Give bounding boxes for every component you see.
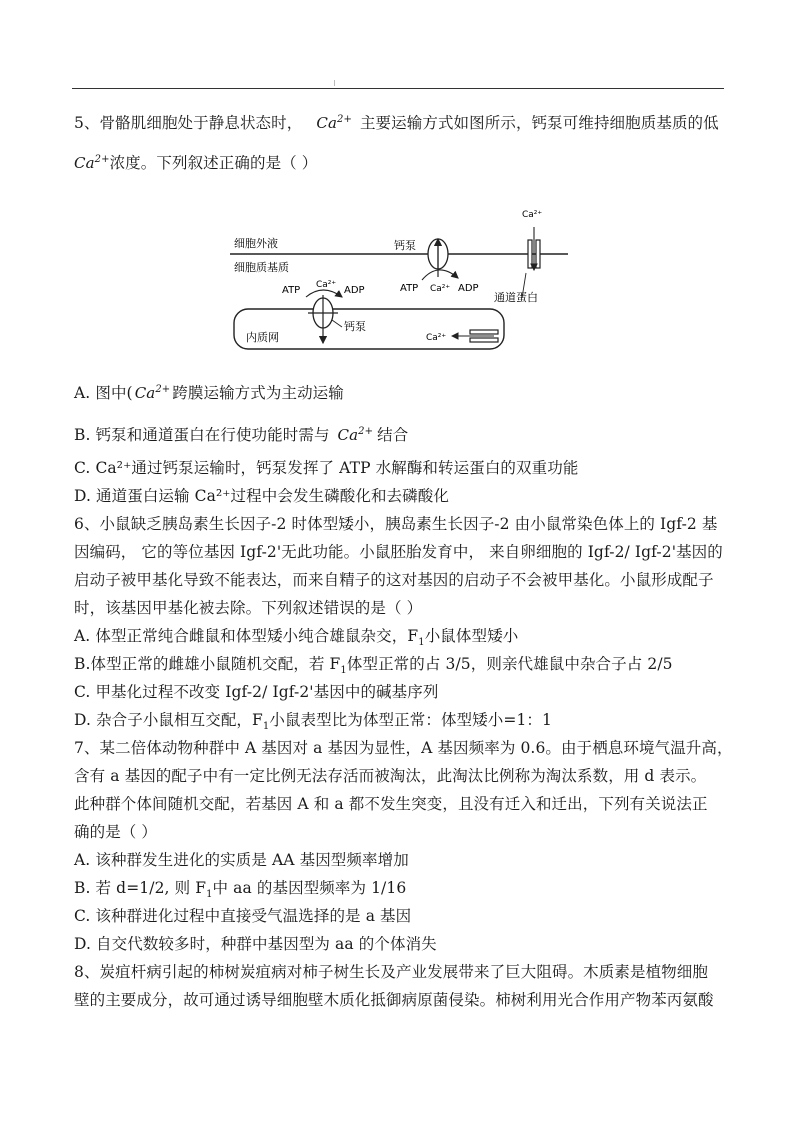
q6-option-d: D. 杂合子小鼠相互交配，$F_1$小鼠表型比为体型正常：体型矮小=1：1 bbox=[74, 711, 552, 733]
atp-label-er: ATP bbox=[282, 285, 301, 296]
q5-option-c: C. Ca²⁺通过钙泵运输时，钙泵发挥了 ATP 水解酶和转运蛋白的双重功能 bbox=[74, 459, 579, 477]
ca-label-channel-top: Ca²⁺ bbox=[522, 210, 543, 220]
q7-option-c: C. 该种群进化过程中直接受气温选择的是 a 基因 bbox=[74, 907, 412, 925]
channel-protein-label: 通道蛋白 bbox=[494, 291, 538, 304]
q7-stem-line3: 此种群个体间随机交配，若基因 A 和 a 都不发生突变，且没有迁入和迁出，下列有关说法正 bbox=[74, 795, 708, 813]
ca-label-er: Ca²⁺ bbox=[316, 280, 337, 290]
q7-option-d: D. 自交代数较多时，种群中基因型为 aa 的个体消失 bbox=[74, 935, 437, 953]
q7-stem-line2: 含有 a 基因的配子中有一定比例无法存活而被淘汰，此淘汰比例称为淘汰系数，用 d 表示。 bbox=[74, 767, 707, 785]
q7-stem-line4: 确的是（ ） bbox=[74, 823, 158, 841]
q8-stem-line1: 8、炭疽杆病引起的柿树炭疽病对柿子树生长及产业发展带来了巨大阻碍。木质素是植物细胞 bbox=[74, 963, 708, 981]
q5-stem-line2 bbox=[74, 150, 317, 173]
q7-option-b: B. 若 d=1/2, 则 $F_1$中 aa 的基因型频率为 1/16 bbox=[74, 879, 407, 901]
ca-label-top: Ca²⁺ bbox=[430, 284, 451, 294]
q5-ca-symbol-2: $Ca^{2+}$ bbox=[74, 154, 110, 172]
header-rule bbox=[72, 88, 724, 89]
q5-stem-line1 bbox=[74, 110, 719, 133]
q5-ca-symbol: $Ca^{2+}$ bbox=[316, 114, 352, 132]
er-label: 内质网 bbox=[246, 331, 279, 344]
q8-stem-line2: 壁的主要成分，故可通过诱导细胞壁木质化抵御病原菌侵染。柿树利用光合作用产物苯丙氨酸 bbox=[74, 991, 714, 1009]
q6-stem-line1: 6、小鼠缺乏胰岛素生长因子-2 时体型矮小，胰岛素生长因子-2 由小鼠常染色体上的 Igf-2 基 bbox=[74, 515, 718, 533]
er-channel-bottom bbox=[470, 338, 498, 342]
er-channel-top bbox=[470, 330, 498, 334]
adp-label-top: ADP bbox=[458, 283, 479, 294]
q6-option-b: B.体型正常的雌雄小鼠随机交配，若 $F_1$体型正常的占 3/5，则亲代雄鼠中杂合子占 2/5 bbox=[74, 655, 673, 677]
q6-option-a: A. 体型正常纯合雌鼠和体型矮小纯合雄鼠杂交，$F_1$小鼠体型矮小 bbox=[74, 627, 519, 649]
q6-option-c: C. 甲基化过程不改变 Igf-2/ Igf-2'基因中的碱基序列 bbox=[74, 683, 439, 701]
q6-stem-line4: 时，该基因甲基化被去除。下列叙述错误的是（ ） bbox=[74, 599, 423, 617]
q5-option-a: A. 图中( $Ca^{2+}$ 跨膜运输方式为主动运输 bbox=[74, 384, 344, 402]
calcium-pump-top-label: 钙泵 bbox=[394, 239, 416, 252]
q5-option-b: B. 钙泵和通道蛋白在行使功能时需与 $Ca^{2+}$ 结合 bbox=[74, 426, 409, 444]
q5-stem-c: 浓度。下列叙述正确的是（ ） bbox=[109, 154, 318, 172]
q5-stem-b: 主要运输方式如图所示，钙泵可维持细胞质基质的低 bbox=[359, 114, 719, 132]
q5-stem-a: 5、骨骼肌细胞处于静息状态时， bbox=[74, 114, 303, 132]
channel-protein-top-left bbox=[528, 240, 532, 268]
adp-label-er: ADP bbox=[344, 285, 365, 296]
q7-stem-line1: 7、某二倍体动物种群中 A 基因对 a 基因为显性，A 基因频率为 0.6。由于栖息环境气温升高， bbox=[74, 739, 733, 757]
atp-label-top: ATP bbox=[400, 283, 419, 294]
header-mark bbox=[334, 80, 335, 86]
calcium-transport-diagram bbox=[226, 203, 576, 356]
cytoplasm-label: 细胞质基质 bbox=[234, 261, 289, 274]
calcium-pump-er-label: 钙泵 bbox=[344, 320, 366, 333]
ca-label-er-channel: Ca²⁺ bbox=[426, 333, 447, 343]
q6-stem-line2: 因编码， 它的等位基因 Igf-2'无此功能。小鼠胚胎发育中， 来自卵细胞的 Igf-2/ Igf-2'基因的 bbox=[74, 543, 723, 561]
q5-option-d: D. 通道蛋白运输 Ca²⁺过程中会发生磷酸化和去磷酸化 bbox=[74, 487, 449, 505]
channel-protein-top-right bbox=[536, 240, 540, 268]
extracellular-label: 细胞外液 bbox=[234, 237, 278, 250]
q6-stem-line3: 启动子被甲基化导致不能表达，而来自精子的这对基因的启动子不会被甲基化。小鼠形成配子 bbox=[74, 571, 714, 589]
q7-option-a: A. 该种群发生进化的实质是 AA 基因型频率增加 bbox=[74, 851, 409, 869]
